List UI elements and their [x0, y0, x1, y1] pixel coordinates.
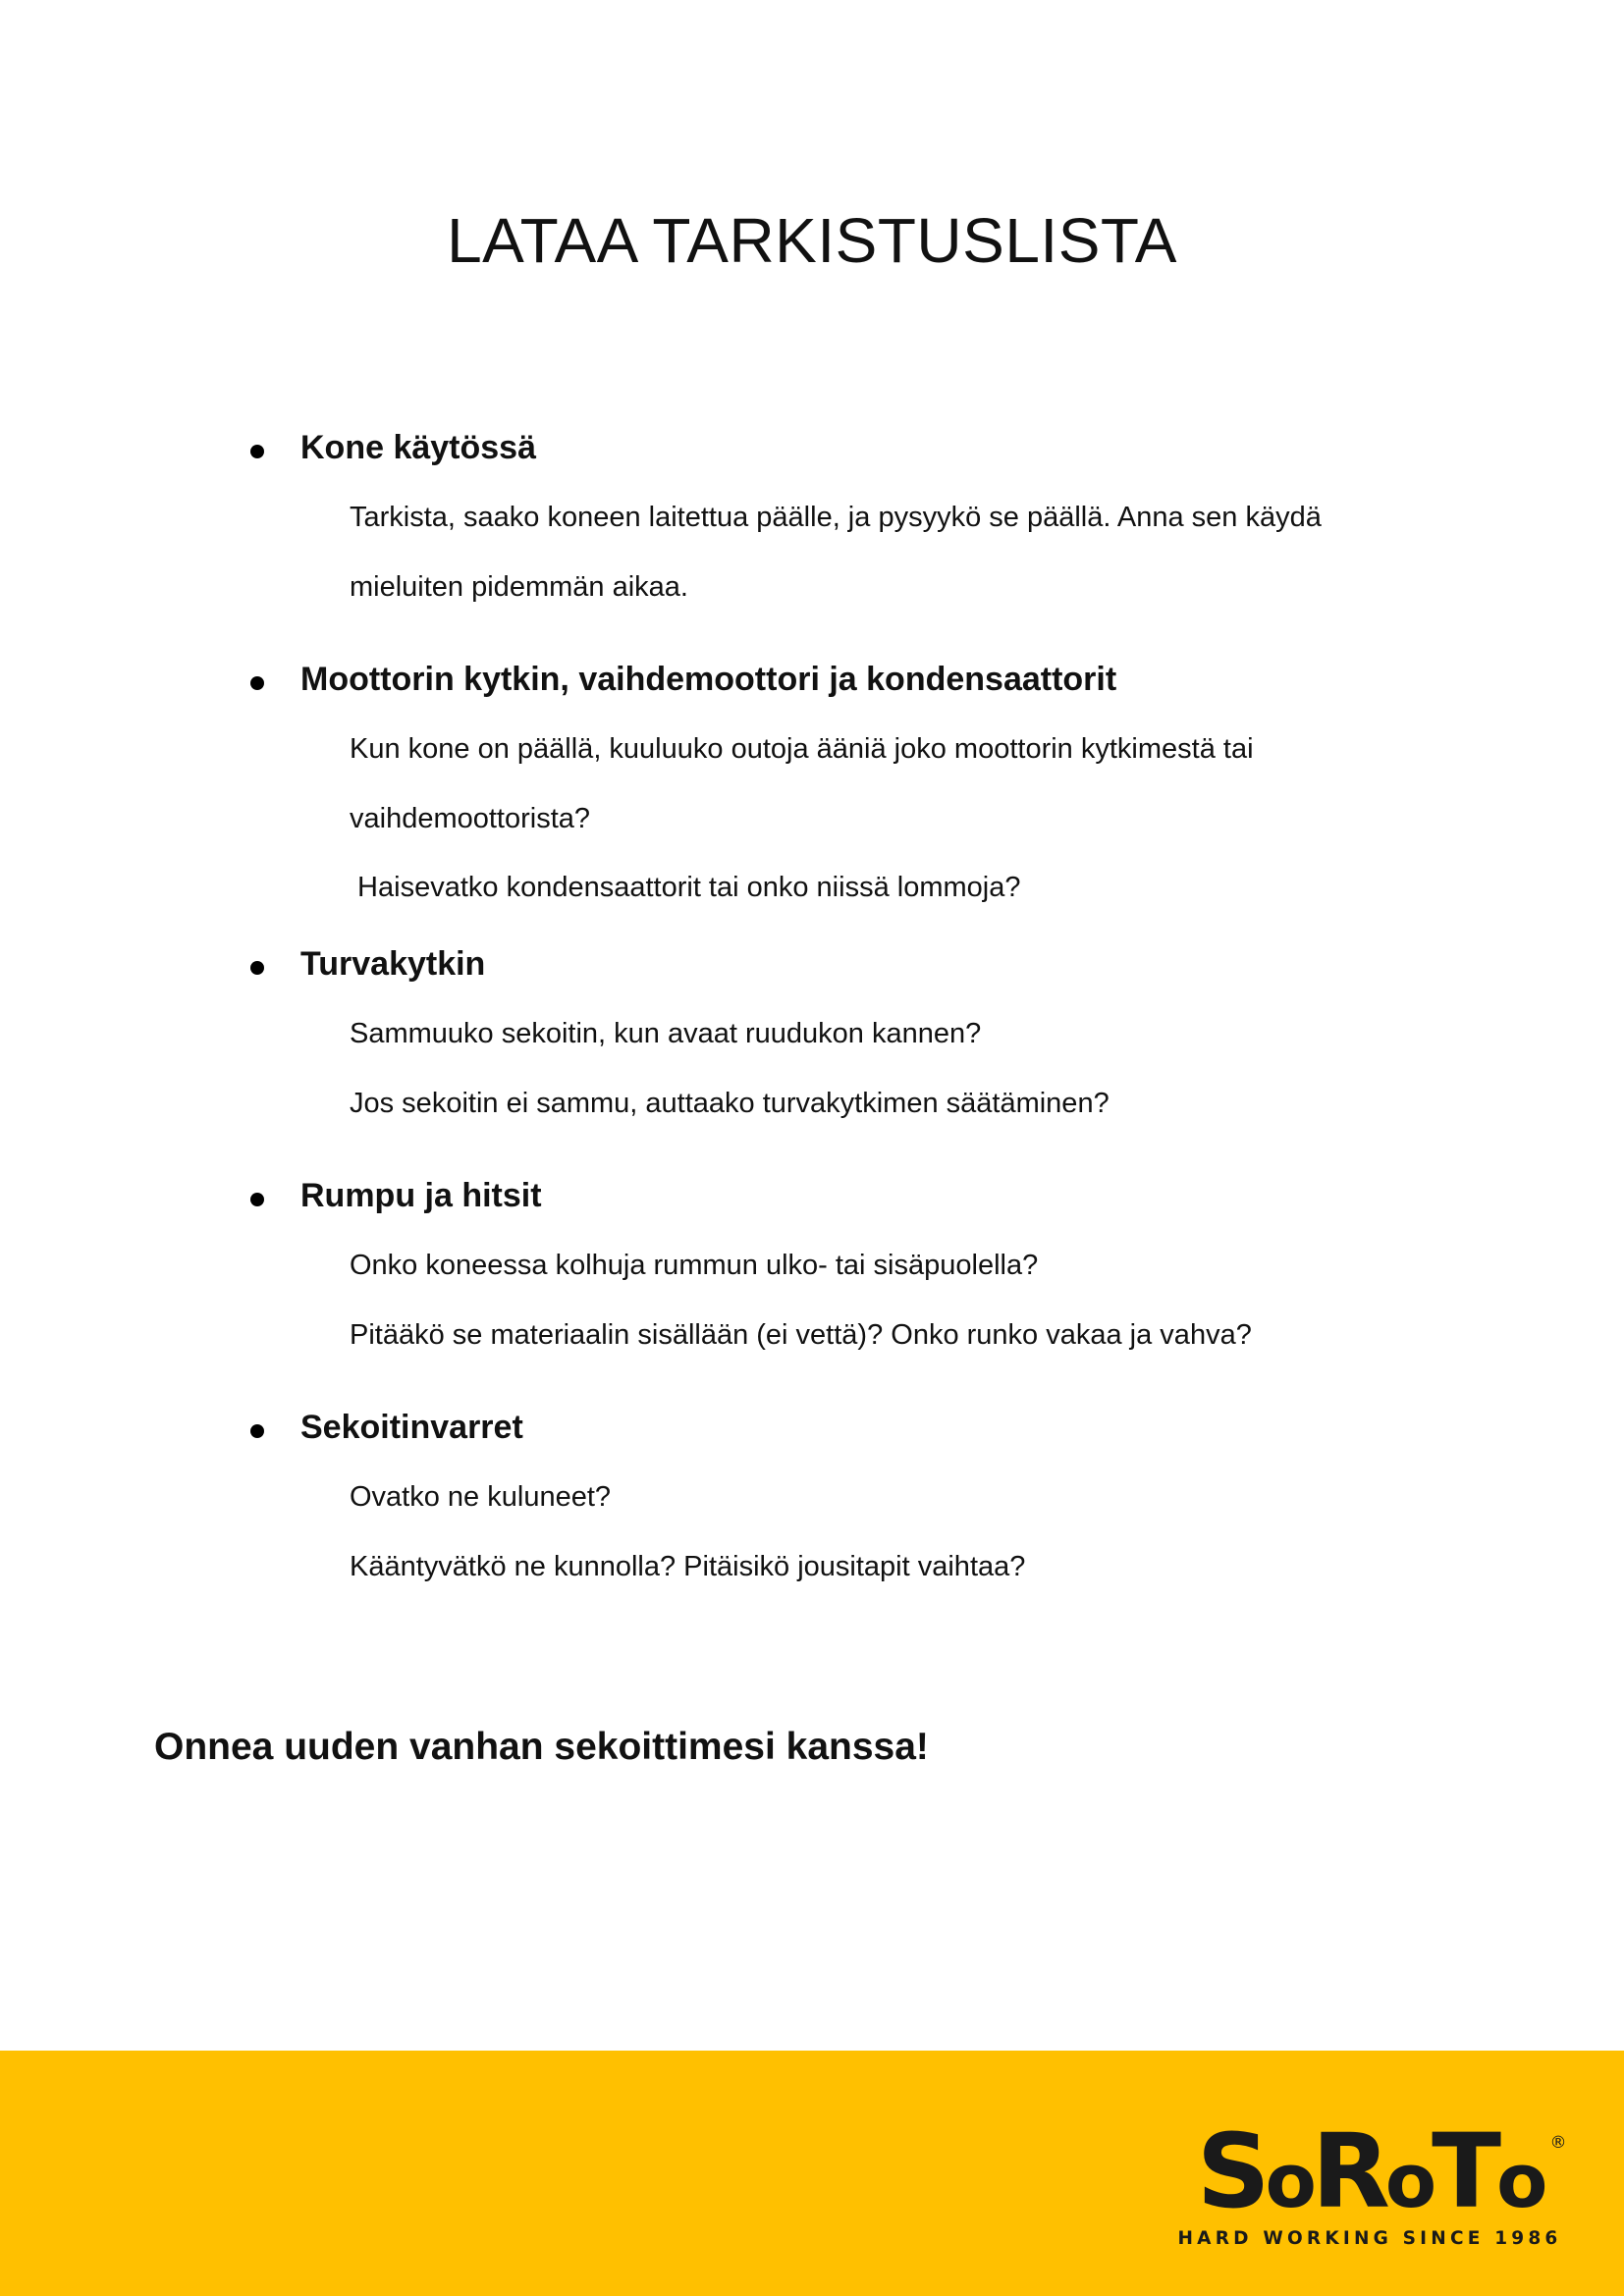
bullet-icon — [250, 961, 264, 975]
section-text-line: Haisevatko kondensaattorit tai onko niissä lommoja? — [350, 872, 1021, 903]
section-heading: Moottorin kytkin, vaihdemoottori ja kondensaattorit — [300, 661, 1117, 698]
section-text-line: vaihdemoottorista? — [350, 803, 591, 834]
section-text-line: Onko koneessa kolhuja rummun ulko- tai sisäpuolella? — [350, 1250, 1039, 1281]
section-text-line: Ovatko ne kuluneet? — [350, 1481, 612, 1513]
soroto-logo — [1173, 2120, 1576, 2258]
registered-trademark: ® — [1549, 2133, 1567, 2153]
bullet-icon — [250, 1193, 264, 1206]
logo-tagline: HARD WORKING SINCE 1986 — [1177, 2228, 1562, 2249]
section-heading: Turvakytkin — [300, 945, 486, 983]
closing-message: Onnea uuden vanhan sekoittimesi kanssa! — [154, 1726, 929, 1768]
section-text-line: Tarkista, saako koneen laitettua päälle, ja pysyykö se päällä. Anna sen käydä — [350, 502, 1322, 533]
bullet-icon — [250, 1424, 264, 1438]
section-text-line: mieluiten pidemmän aikaa. — [350, 571, 688, 603]
section-heading: Rumpu ja hitsit — [300, 1177, 542, 1214]
logo-wordmark: SoRoTo — [1196, 2120, 1543, 2231]
section-text-line: Jos sekoitin ei sammu, auttaako turvakytkimen säätäminen? — [350, 1088, 1110, 1119]
section-heading: Sekoitinvarret — [300, 1409, 523, 1446]
section-text-line: Pitääkö se materiaalin sisällään (ei vettä)? Onko runko vakaa ja vahva? — [350, 1319, 1252, 1351]
section-text-line: Kun kone on päällä, kuuluuko outoja ääniä joko moottorin kytkimestä tai — [350, 733, 1254, 765]
section-heading: Kone käytössä — [300, 429, 536, 466]
bullet-icon — [250, 445, 264, 458]
page-title: LATAA TARKISTUSLISTA — [447, 205, 1177, 276]
bullet-icon — [250, 676, 264, 690]
section-text-line: Sammuuko sekoitin, kun avaat ruudukon kannen? — [350, 1018, 982, 1049]
section-text-line: Kääntyvätkö ne kunnolla? Pitäisikö jousitapit vaihtaa? — [350, 1551, 1026, 1582]
